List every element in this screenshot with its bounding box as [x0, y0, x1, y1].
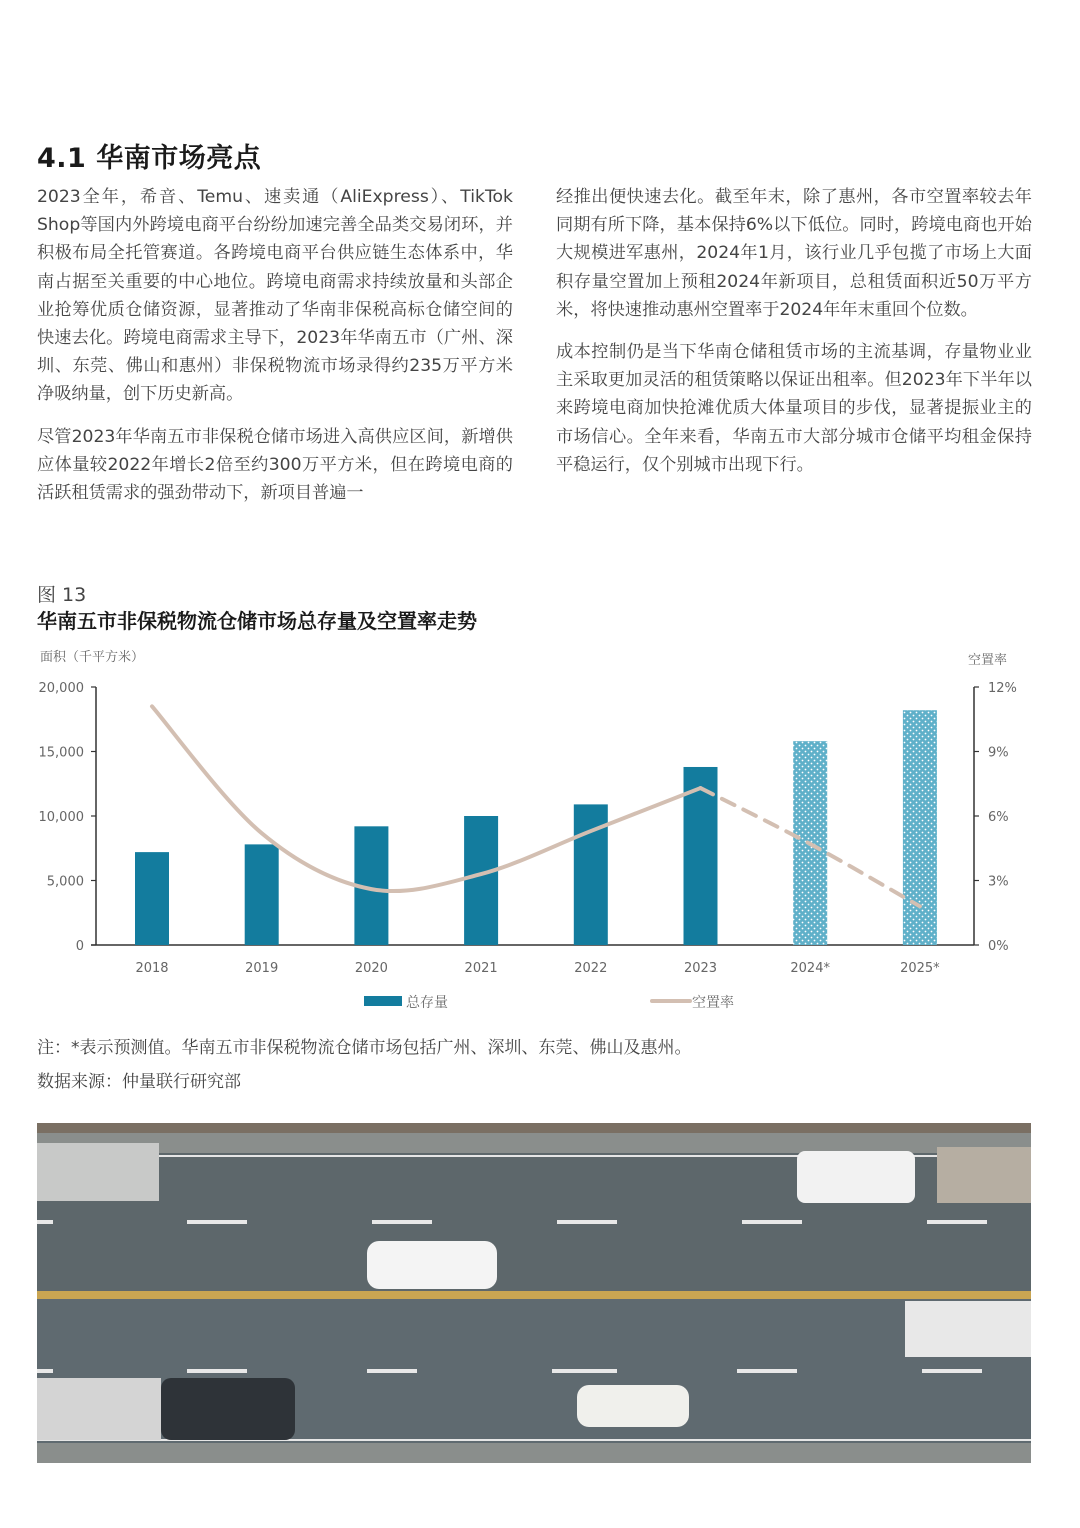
y-tick-right: 3% [988, 874, 1009, 890]
stock-vacancy-chart [0, 640, 1080, 1020]
section-title: 4.1 华南市场亮点 [37, 143, 262, 174]
y-tick-right: 6% [988, 810, 1009, 825]
y-tick-right: 12% [988, 681, 1017, 696]
body-column-left [37, 183, 513, 521]
x-tick-label: 2018 [135, 961, 169, 976]
paragraph: 尽管2023年华南五市非保税仓储市场进入高供应区间，新增供应体量较2022年增长2倍至约300万平方米，但在跨境电商的活跃租赁需求的强劲带动下，新项目普遍一 [37, 426, 513, 504]
y-axis-label-right: 空置率 [968, 653, 1008, 668]
figure-source: 数据来源：仲量联行研究部 [37, 1072, 241, 1092]
x-tick-label: 2024* [790, 961, 830, 976]
y-axis-label-left: 面积（千平方米） [40, 650, 145, 665]
figure-note: 注：*表示预测值。华南五市非保税物流仓储市场包括广州、深圳、东莞、佛山及惠州。 [37, 1038, 692, 1058]
legend-label-vacancy: 空置率 [692, 995, 734, 1011]
bar-2018 [135, 852, 169, 945]
x-tick-label: 2020 [354, 961, 388, 976]
x-tick-label: 2019 [245, 961, 279, 976]
paragraph: 经推出便快速去化。截至年末，除了惠州，各市空置率较去年同期有所下降，基本保持6%以下低位。同时，跨境电商也开始大规模进军惠州，2024年1月，该行业几乎包揽了市场上大面积存量空置加上预租2024年新项目，总租赁面积近50万平方米，将快速推动惠州空置率于2024年年末重回个位数。 [556, 187, 1032, 320]
highway-illustration [37, 1123, 1031, 1463]
x-axis-ticks [135, 961, 940, 976]
legend-label-stock: 总存量 [406, 995, 448, 1011]
y-tick-right: 9% [988, 745, 1009, 761]
x-tick-label: 2021 [464, 961, 498, 976]
bar-2025* [903, 710, 937, 945]
y-tick-left: 20,000 [38, 681, 84, 696]
bar-2021 [464, 816, 498, 945]
y-tick-right: 0% [988, 939, 1009, 954]
body-column-right [556, 183, 1032, 493]
y-tick-left: 0 [75, 939, 84, 954]
paragraph: 成本控制仍是当下华南仓储租赁市场的主流基调，存量物业业主采取更加灵活的租赁策略以保证出租率。但2023年下半年以来跨境电商加快抢滩优质大体量项目的步伐，显著提振业主的市场信心。全年来看，华南五市大部分城市仓储平均租金保持平稳运行，仅个别城市出现下行。 [556, 342, 1032, 475]
x-tick-label: 2023 [683, 961, 718, 976]
figure-number: 图 13 [37, 584, 87, 606]
highway-aerial-photo [37, 1123, 1031, 1463]
paragraph: 2023全年，希音、Temu、速卖通（AliExpress）、TikTok Shop等国内外跨境电商平台纷纷加速完善全品类交易闭环，并积极布局全托管赛道。各跨境电商平台供应链生态体系中，华南占据至关重要的中心地位。跨境电商需求持续放量和头部企业抢筹优质仓储资源，显著推动了华南非保税高标仓储空间的快速去化。跨境电商需求主导下，2023年华南五市（广州、深圳、东莞、佛山和惠州）非保税物流市场录得约235万平方米净吸纳量，创下历史新高。 [37, 187, 513, 405]
chart-axes [39, 681, 1017, 954]
x-tick-label: 2022 [574, 961, 608, 976]
x-tick-label: 2025* [900, 961, 940, 976]
legend [364, 994, 734, 1011]
y-tick-left: 10,000 [38, 810, 84, 825]
legend-swatch-bar [364, 996, 402, 1006]
y-tick-left: 15,000 [38, 745, 84, 761]
y-tick-left: 5,000 [46, 874, 84, 890]
figure-title: 华南五市非保税物流仓储市场总存量及空置率走势 [37, 609, 477, 633]
bar-2019 [245, 844, 279, 945]
